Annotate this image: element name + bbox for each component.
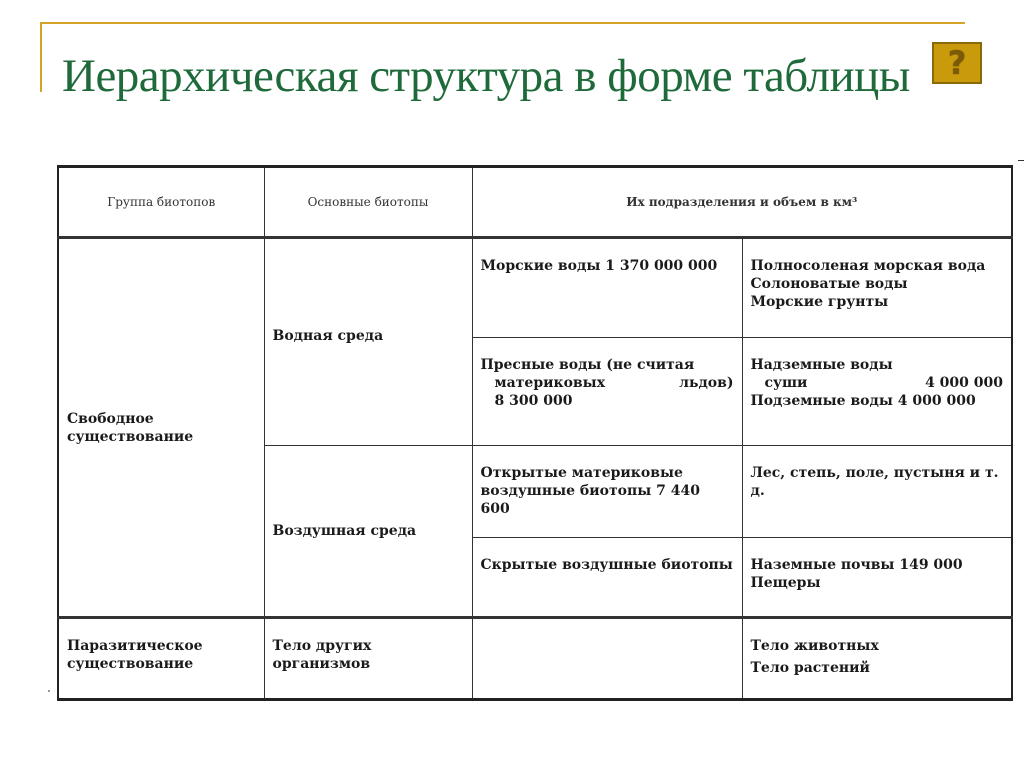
fresh-waters-cell: Пресные воды (не считая материковых льдов) 8 300 000 xyxy=(472,338,742,446)
parasitic-subdivisions-cell: Тело животных Тело растений xyxy=(742,618,1012,700)
hidden-air-cell: Скрытые воздушные биотопы xyxy=(472,538,742,618)
parasitic-empty-cell xyxy=(472,618,742,700)
marine-waters-cell: Морские воды 1 370 000 000 xyxy=(472,238,742,338)
open-air-cell: Открытые материковые воздушные биотопы 7 440 600 xyxy=(472,446,742,538)
fresh-subdivisions-cell: Надземные воды суши 4 000 000 Подземные воды 4 000 000 xyxy=(742,338,1012,446)
table-row xyxy=(58,618,1012,700)
header-group: Группа биотопов xyxy=(58,167,264,238)
marine-subdivisions-cell: Полносоленая морская вода Солоноватые воды Морские грунты xyxy=(742,238,1012,338)
table-header-row xyxy=(58,167,1012,238)
table-row xyxy=(58,238,1012,338)
group-parasitic: Паразитическое существование xyxy=(58,618,264,700)
main-other-organisms: Тело других организмов xyxy=(264,618,472,700)
decorative-dot xyxy=(48,690,50,692)
biotope-hierarchy-table xyxy=(57,165,1013,701)
title-top-rule xyxy=(40,22,965,24)
main-air: Воздушная среда xyxy=(264,446,472,618)
question-mark-icon: ? xyxy=(947,44,967,82)
decorative-tick xyxy=(1018,160,1024,161)
slide-title: Иерархическая структура в форме таблицы xyxy=(62,50,910,102)
title-left-rule xyxy=(40,22,42,92)
open-air-subdivisions-cell: Лес, степь, поле, пустыня и т. д. xyxy=(742,446,1012,538)
help-button[interactable] xyxy=(932,42,982,84)
header-subdivisions: Их подразделения и объем в км³ xyxy=(472,167,1012,238)
group-free: Свободное существование xyxy=(58,238,264,618)
hidden-air-subdivisions-cell: Наземные почвы 149 000 Пещеры xyxy=(742,538,1012,618)
header-main: Основные биотопы xyxy=(264,167,472,238)
main-water: Водная среда xyxy=(264,238,472,446)
